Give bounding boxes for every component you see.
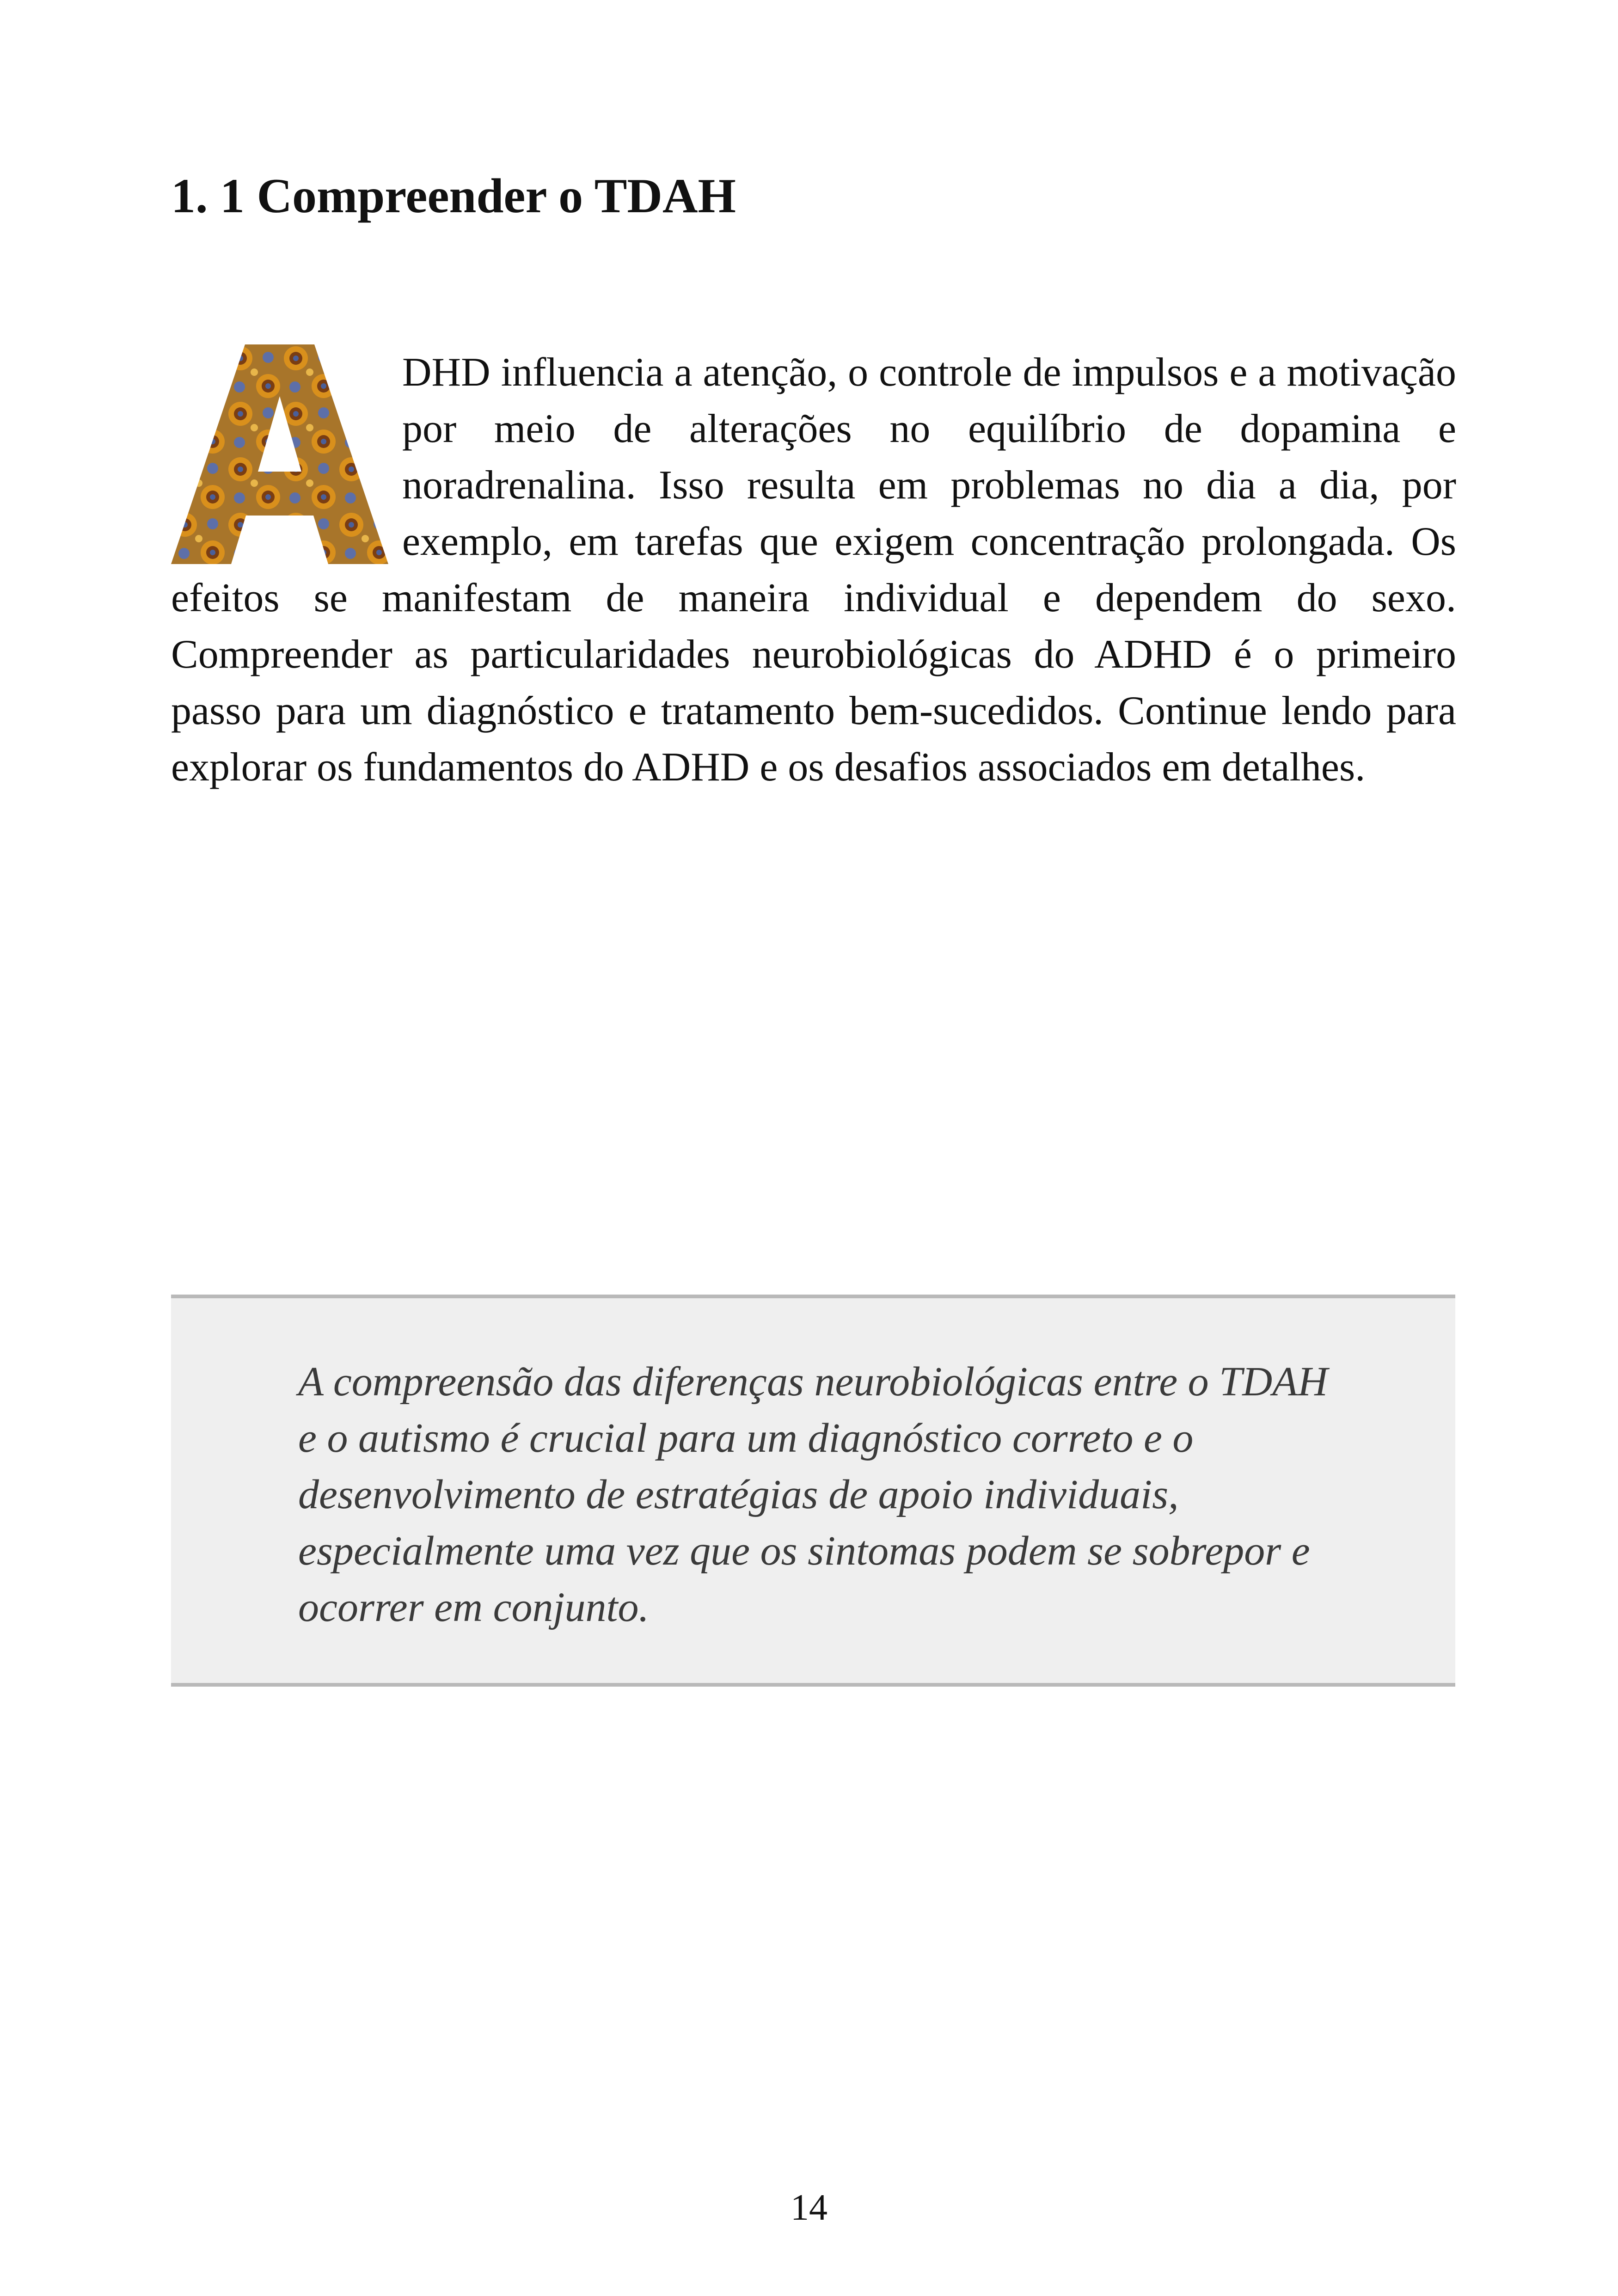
- callout-quote: A compreensão das diferenças neurobiológicas entre o TDAH e o autismo é crucial para um diagnóstico correto e o desenvolvimento de estratégias de apoio individuais, especialmente uma vez que os sintomas podem se sobrepor e ocorrer em conjunto.: [298, 1359, 1328, 1630]
- page-number: 14: [791, 2187, 827, 2228]
- drop-cap: [171, 344, 388, 564]
- body-paragraph: [171, 344, 1456, 796]
- drop-cap-letter-a-image: [171, 344, 388, 564]
- callout-box: [171, 1295, 1455, 1687]
- section-heading: 1. 1 Compreender o TDAH: [171, 169, 736, 223]
- body-paragraph-text: DHD influencia a atenção, o controle de impulsos e a motivação por meio de alterações no equilíbrio de dopamina e noradrenalina. Isso resulta em problemas no dia a dia, por exemplo, em tarefas que exigem concentração prolongada. Os efeitos se manifestam de maneira individual e dependem do sexo. Compreender as particularidades neurobiológicas do ADHD é o primeiro passo para um diagnóstico e tratamento bem-sucedidos. Continue lendo para explorar os fundamentos do ADHD e os desafios associados em detalhes.: [171, 350, 1456, 790]
